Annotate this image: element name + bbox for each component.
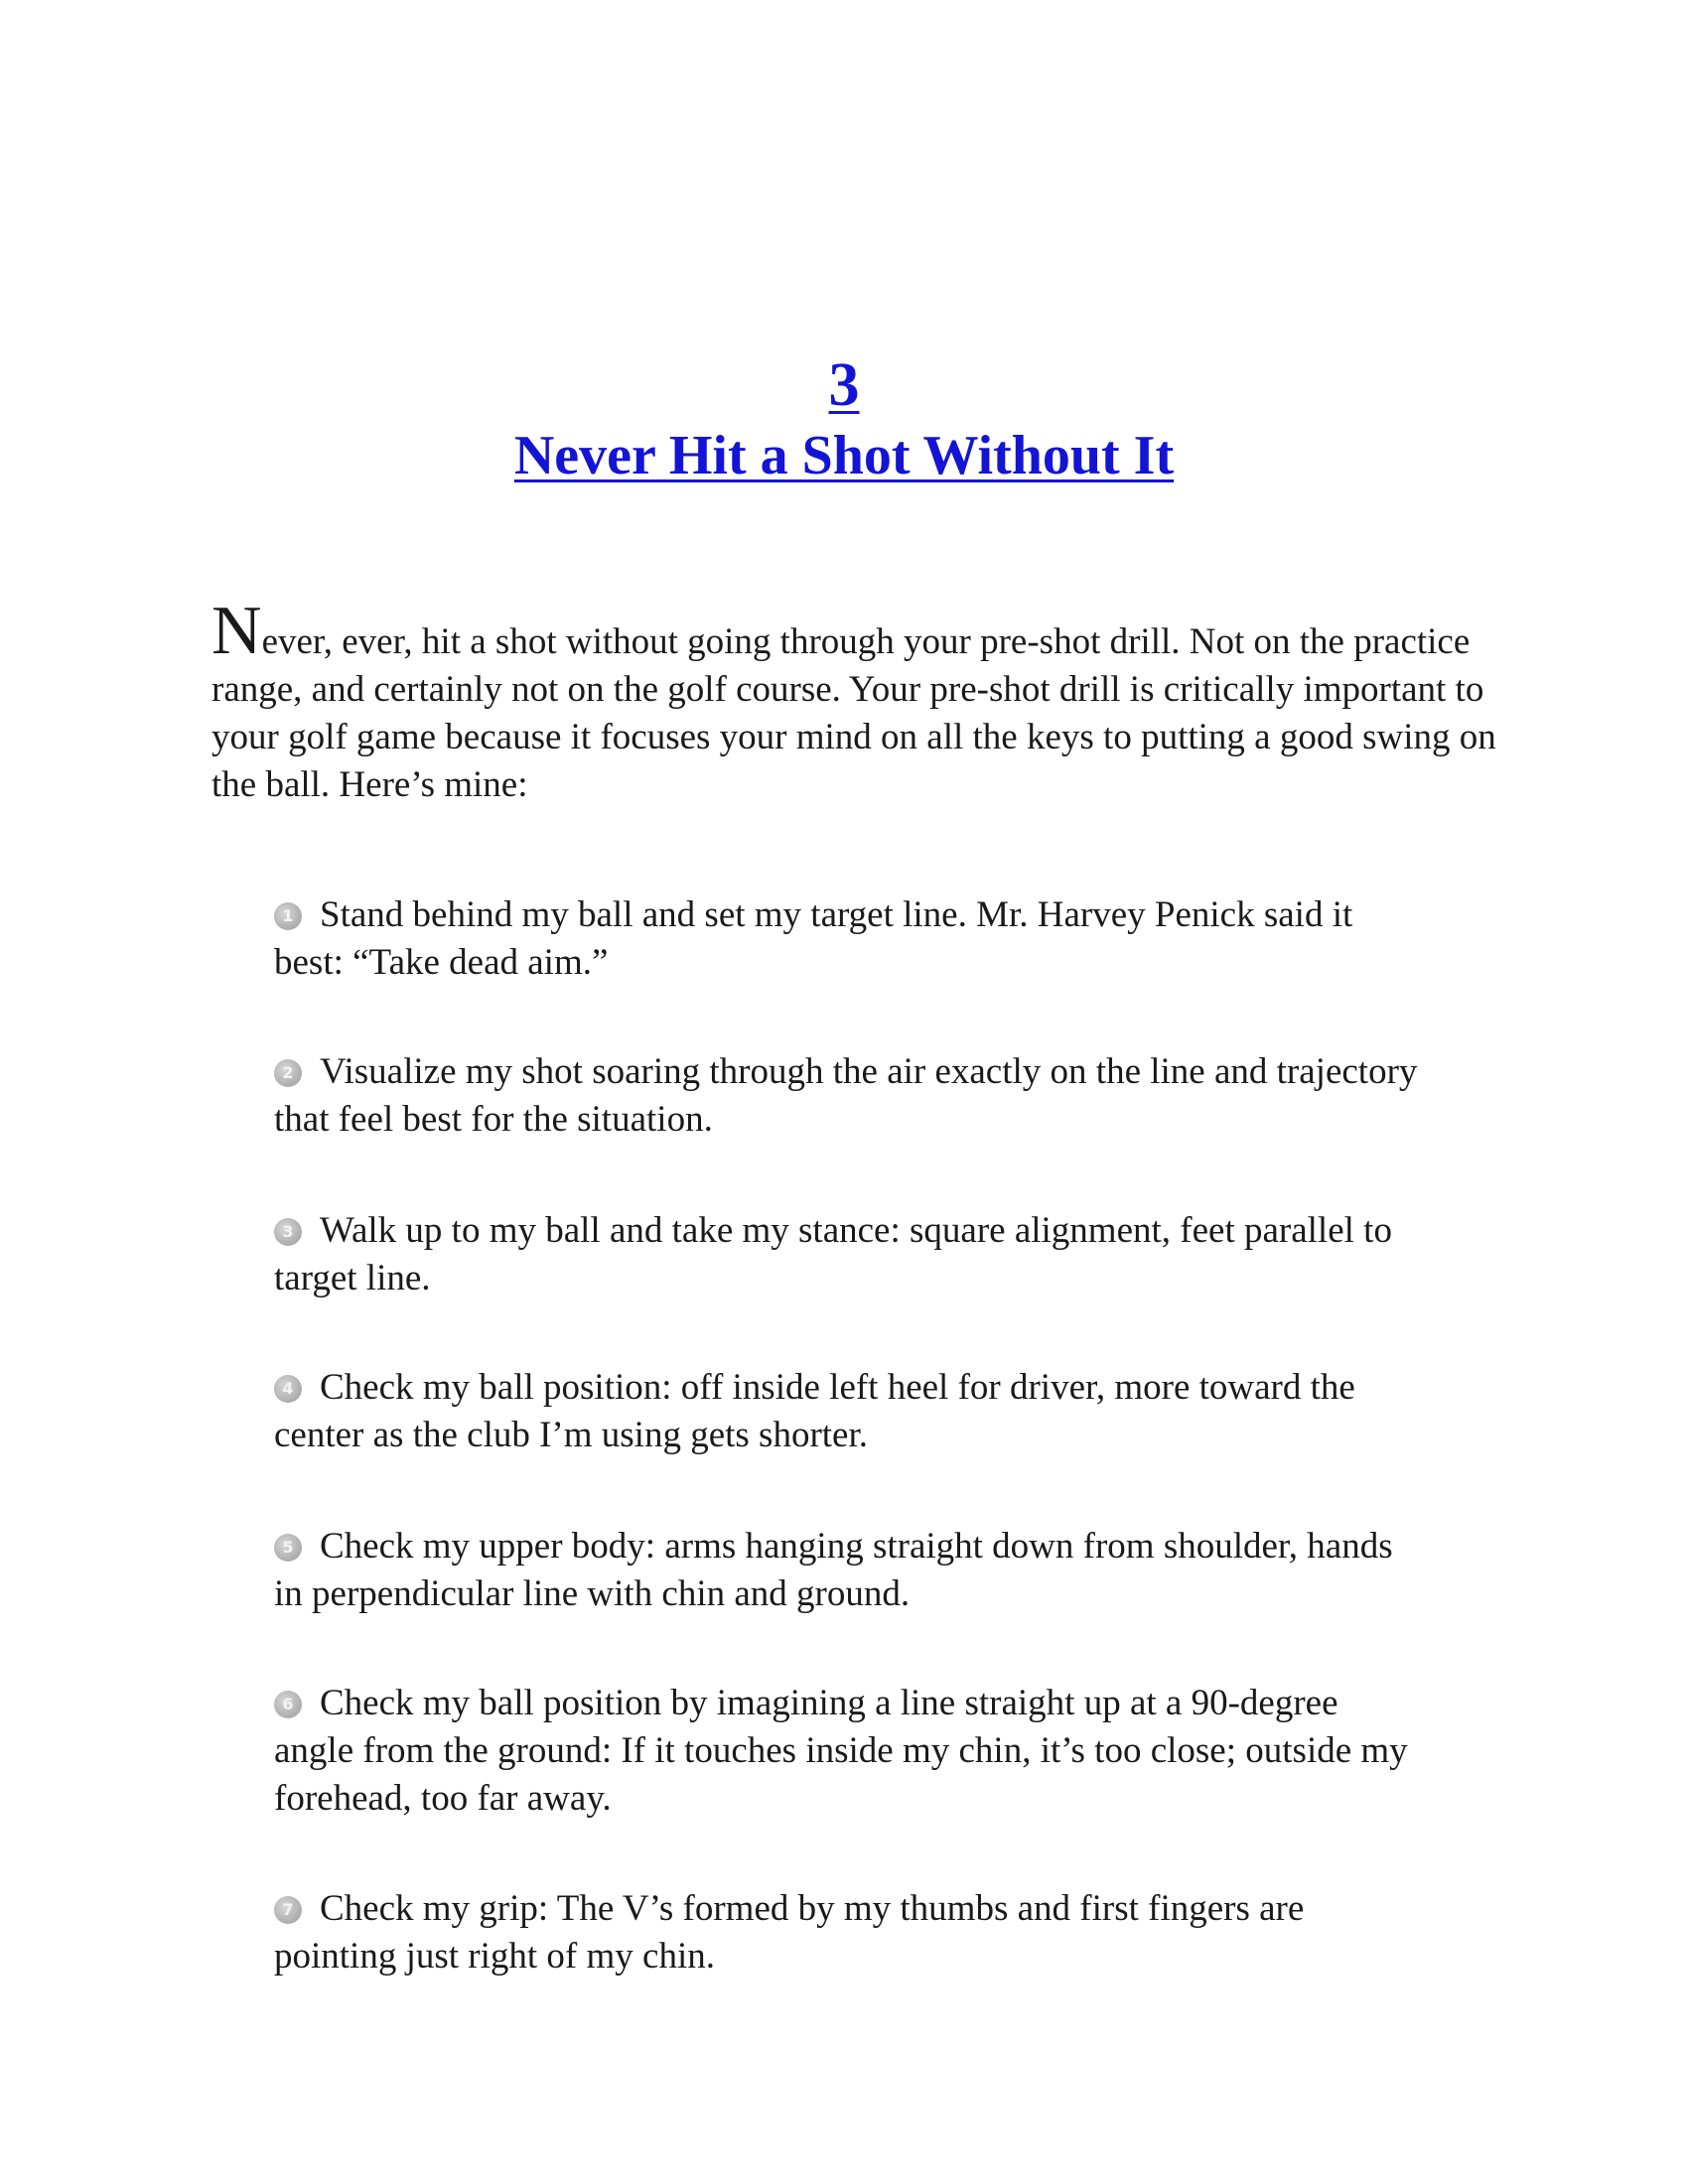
step-item bbox=[274, 1364, 1426, 1459]
step-item bbox=[274, 1048, 1426, 1144]
step-item bbox=[274, 1523, 1426, 1618]
step-text: Walk up to my ball and take my stance: square alignment, feet parallel to target line. bbox=[274, 1210, 1392, 1298]
step-text: Check my ball position by imagining a line straight up at a 90-degree angle from the ground: If it touches inside my chin, it’s too close; outside my forehead, too far away. bbox=[274, 1683, 1408, 1819]
drop-cap: N bbox=[211, 593, 262, 669]
step-item bbox=[274, 1885, 1426, 1980]
number-bullet-icon: 7 bbox=[274, 1896, 302, 1924]
intro-paragraph bbox=[211, 593, 1502, 809]
number-bullet-icon: 1 bbox=[274, 902, 302, 930]
number-bullet-icon: 5 bbox=[274, 1534, 302, 1562]
intro-text: ever, ever, hit a shot without going through your pre-shot drill. Not on the practice range, and certainly not on the golf course. Your pre-shot drill is critically important to your golf game because it focuses your mind on all the keys to putting a good swing on the ball. Here’s mine: bbox=[211, 621, 1496, 805]
number-bullet-icon: 3 bbox=[274, 1218, 302, 1246]
step-text: Check my grip: The V’s formed by my thumbs and first fingers are pointing just right of my chin. bbox=[274, 1888, 1305, 1977]
chapter-number-link[interactable]: 3 bbox=[828, 351, 860, 419]
step-item bbox=[274, 1680, 1426, 1823]
number-bullet-icon: 2 bbox=[274, 1059, 302, 1087]
step-item bbox=[274, 891, 1426, 987]
chapter-header bbox=[0, 349, 1688, 490]
step-item bbox=[274, 1207, 1426, 1302]
step-text: Check my ball position: off inside left heel for driver, more toward the center as the club I’m using gets shorter. bbox=[274, 1367, 1355, 1455]
step-text: Visualize my shot soaring through the air exactly on the line and trajectory that feel best for the situation. bbox=[274, 1051, 1418, 1140]
step-text: Check my upper body: arms hanging straight down from shoulder, hands in perpendicular line with chin and ground. bbox=[274, 1526, 1393, 1614]
chapter-title-link[interactable]: Never Hit a Shot Without It bbox=[513, 425, 1175, 486]
number-bullet-icon: 4 bbox=[274, 1375, 302, 1403]
step-text: Stand behind my ball and set my target line. Mr. Harvey Penick said it best: “Take dead aim.” bbox=[274, 894, 1353, 983]
number-bullet-icon: 6 bbox=[274, 1691, 302, 1718]
